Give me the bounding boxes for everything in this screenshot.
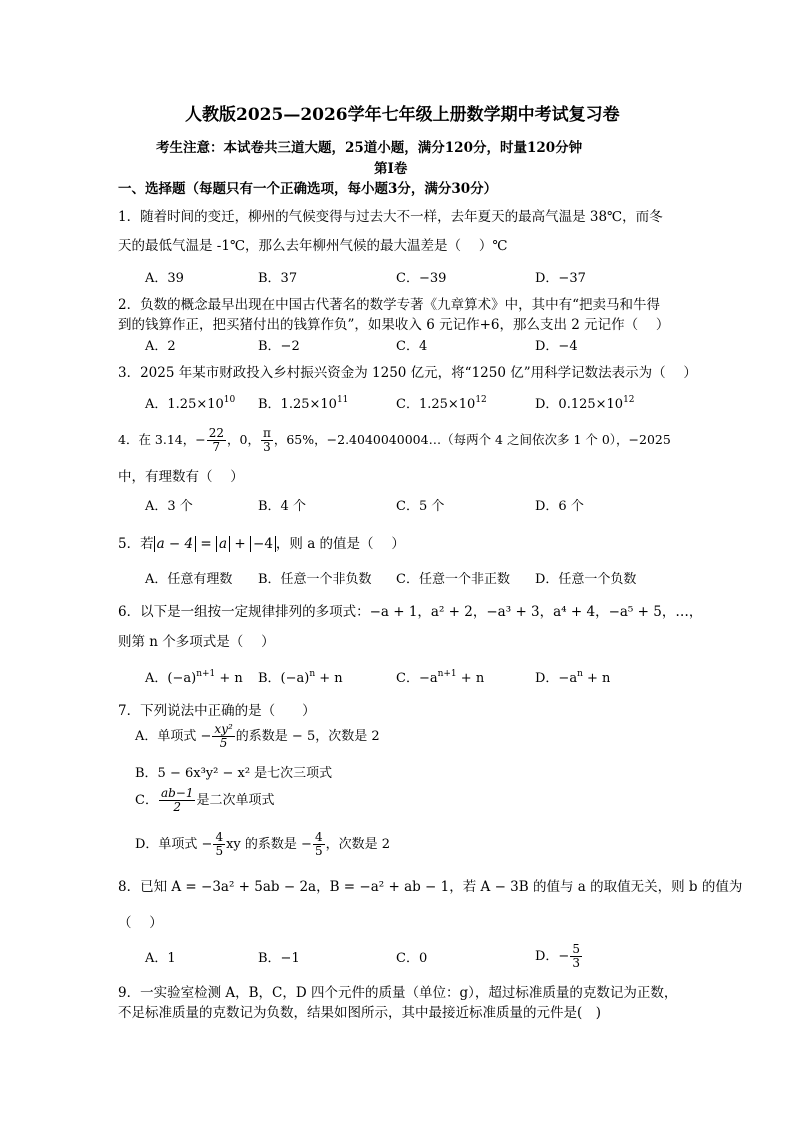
question-8-line-1: 8．已知 A = −3a² + 5ab − 2a，B = −a² + ab − 1，若 A − 3B 的值与 a 的取值无关，则 b 的值为 [118, 879, 743, 895]
question-3-line-1: 3．2025 年某市财政投入乡村振兴资金为 1250 亿元，将“1250 亿”用科学记数法表示为（ ） [118, 365, 697, 381]
q6-a-base: A．(−a) [145, 671, 197, 686]
q5-prefix: 5．若 [118, 536, 154, 552]
q5-eq: = [196, 536, 217, 552]
q7-a-suffix: 的系数是 − 5，次数是 2 [235, 729, 380, 744]
q7-d-den: 5 [215, 844, 224, 858]
q3-b-exp: 11 [336, 395, 349, 405]
q4-f2-den: 3 [263, 440, 271, 454]
q5-option-d[interactable]: D．任意一个负数 [535, 572, 637, 587]
question-5-line-1 [118, 535, 405, 553]
exam-title: 人教版2025—2026学年七年级上册数学期中考试复习卷 [185, 105, 620, 125]
q7-d-num2: 4 [314, 830, 323, 844]
q8-d-fraction [570, 943, 582, 970]
q4-option-a[interactable]: A．3 个 [145, 499, 193, 514]
q6-c-base: C．−a [396, 671, 438, 686]
q7-a-prefix: A．单项式 − [135, 729, 212, 744]
question-6-line-1: 6．以下是一组按一定规律排列的多项式：−a + 1，a² + 2，−a³ + 3，a⁴ + 4，−a⁵ + 5，…， [118, 604, 703, 620]
question-6-line-2: 则第 n 个多项式是（ ） [118, 634, 275, 650]
question-4-line-2: 中，有理数有（ ） [118, 469, 244, 485]
q2-option-b[interactable]: B．−2 [258, 339, 300, 354]
q7-d-den2: 5 [314, 844, 323, 858]
q7-option-b[interactable]: B．5 − 6x³y² − x² 是七次三项式 [135, 766, 333, 781]
q1-option-c[interactable]: C．−39 [396, 271, 447, 286]
q4-option-c[interactable]: C．5 个 [396, 499, 445, 514]
q4-prefix: 4．在 3.14，− [118, 432, 206, 447]
q7-c-prefix: C． [135, 793, 158, 808]
question-8-line-2: （ ） [118, 915, 163, 931]
q6-d-tail: + n [582, 671, 611, 686]
question-1-line-1: 1．随着时间的变迁，柳州的气候变得与过去大不一样，去年夏天的最高气温是 38℃，而冬 [118, 209, 663, 225]
q3-d-base: D．0.125×10 [535, 397, 624, 412]
q8-option-c[interactable]: C．0 [396, 951, 428, 966]
q4-f2-num: π [262, 426, 271, 440]
q3-c-base: C．1.25×10 [396, 397, 476, 412]
q7-d-fraction-2 [313, 831, 325, 858]
volume-heading: 第Ⅰ卷 [374, 161, 408, 177]
q1-option-d[interactable]: D．−37 [535, 271, 586, 286]
q3-option-c[interactable] [396, 396, 487, 414]
q5-option-c[interactable]: C．任意一个非正数 [396, 572, 510, 587]
q7-d-num: 4 [215, 830, 224, 844]
q7-d-mid: xy 的系数是 − [226, 837, 312, 852]
q7-option-d[interactable] [135, 830, 390, 860]
q6-option-b[interactable] [258, 670, 343, 688]
q8-d-den: 3 [572, 956, 580, 970]
q1-option-b[interactable]: B．37 [258, 271, 298, 286]
q4-f1-den: 7 [212, 440, 221, 454]
q6-option-d[interactable] [535, 670, 610, 688]
section-heading: 一、选择题（每题只有一个正确选项，每小题3分，满分30分） [118, 181, 498, 197]
q1-option-a[interactable]: A．39 [145, 271, 184, 286]
q4-fraction-pi-3 [261, 427, 273, 454]
q6-d-exp: n [577, 669, 583, 679]
q3-c-exp: 12 [475, 395, 487, 405]
q8-d-prefix: D．− [535, 949, 570, 964]
q6-d-base: D．−a [535, 671, 578, 686]
q3-d-exp: 12 [623, 395, 635, 405]
q7-c-den: 2 [173, 800, 182, 814]
q5-abs-minus-4: −4 [250, 536, 276, 552]
q5-option-b[interactable]: B．任意一个非负数 [258, 572, 372, 587]
q8-option-d[interactable] [535, 942, 583, 972]
q4-mid: ，0， [227, 432, 260, 447]
q4-rest: ，65%，−2.4040040004…（每两个 4 之间依次多 1 个 0），−2025 [273, 432, 671, 447]
q6-option-a[interactable] [145, 670, 243, 688]
q6-c-tail: + n [456, 671, 485, 686]
q8-option-b[interactable]: B．−1 [258, 951, 300, 966]
q4-fraction-22-7 [207, 427, 226, 454]
question-9-line-2: 不足标准质量的克数记为负数，结果如图所示，其中最接近标准质量的元件是( ) [118, 1005, 602, 1021]
q7-option-a[interactable] [135, 722, 380, 752]
q7-c-num: ab−1 [160, 786, 194, 800]
q5-suffix: ，则 a 的值是（ ） [275, 536, 405, 552]
q6-c-exp: n+1 [437, 669, 457, 679]
q5-plus: + [230, 536, 251, 552]
q3-option-d[interactable] [535, 396, 635, 414]
q6-option-c[interactable] [396, 670, 484, 688]
q3-b-base: B．1.25×10 [258, 397, 337, 412]
q7-a-den: 5 [219, 736, 228, 750]
q4-option-b[interactable]: B．4 个 [258, 499, 306, 514]
question-1-line-2: 天的最低气温是 -1℃，那么去年柳州气候的最大温差是（ ）℃ [118, 238, 508, 254]
q3-option-a[interactable] [145, 396, 235, 414]
q2-option-c[interactable]: C．4 [396, 339, 428, 354]
q3-a-exp: 10 [223, 395, 236, 405]
question-7-line-1: 7．下列说法中正确的是（ ） [118, 703, 316, 719]
q6-b-exp: n [309, 669, 316, 679]
q2-option-d[interactable]: D．−4 [535, 339, 578, 354]
question-9-line-1: 9．一实验室检测 A，B，C，D 四个元件的质量（单位：g），超过标准质量的克数记为正数， [118, 985, 678, 1001]
q4-f1-num: 22 [208, 426, 225, 440]
q2-option-a[interactable]: A．2 [145, 339, 176, 354]
q5-abs-a: a [216, 536, 230, 552]
q7-c-suffix: 是二次单项式 [196, 793, 275, 808]
q4-option-d[interactable]: D．6 个 [535, 499, 584, 514]
q6-b-base: B．(−a) [258, 671, 310, 686]
question-2-line-1: 2．负数的概念最早出现在中国古代著名的数学专著《九章算术》中，其中有“把卖马和牛得 [118, 297, 660, 313]
q7-c-fraction [159, 787, 196, 814]
q5-option-a[interactable]: A．任意有理数 [145, 572, 233, 587]
question-4-line-1 [118, 426, 671, 454]
q7-d-prefix: D．单项式 − [135, 837, 213, 852]
q7-a-fraction [212, 723, 234, 750]
q7-d-fraction-1 [213, 831, 225, 858]
q7-a-num: xy² [214, 722, 233, 736]
q7-d-suffix: ，次数是 2 [325, 837, 390, 852]
question-2-line-2: 到的钱算作正，把买猪付出的钱算作负”，如果收入 6 元记作+6，那么支出 2 元记作（ ） [118, 317, 670, 333]
q3-option-b[interactable] [258, 396, 348, 414]
q8-d-num: 5 [572, 942, 580, 956]
q7-option-c[interactable] [135, 786, 275, 816]
exam-notice: 考生注意：本试卷共三道大题，25道小题，满分120分，时量120分钟 [156, 140, 583, 156]
q5-abs-a-minus-4: a − 4 [154, 536, 197, 552]
q6-a-tail: + n [215, 671, 243, 686]
q3-a-base: A．1.25×10 [145, 397, 224, 412]
q6-a-exp: n+1 [196, 669, 216, 679]
q8-option-a[interactable]: A．1 [145, 951, 176, 966]
q6-b-tail: + n [315, 671, 343, 686]
